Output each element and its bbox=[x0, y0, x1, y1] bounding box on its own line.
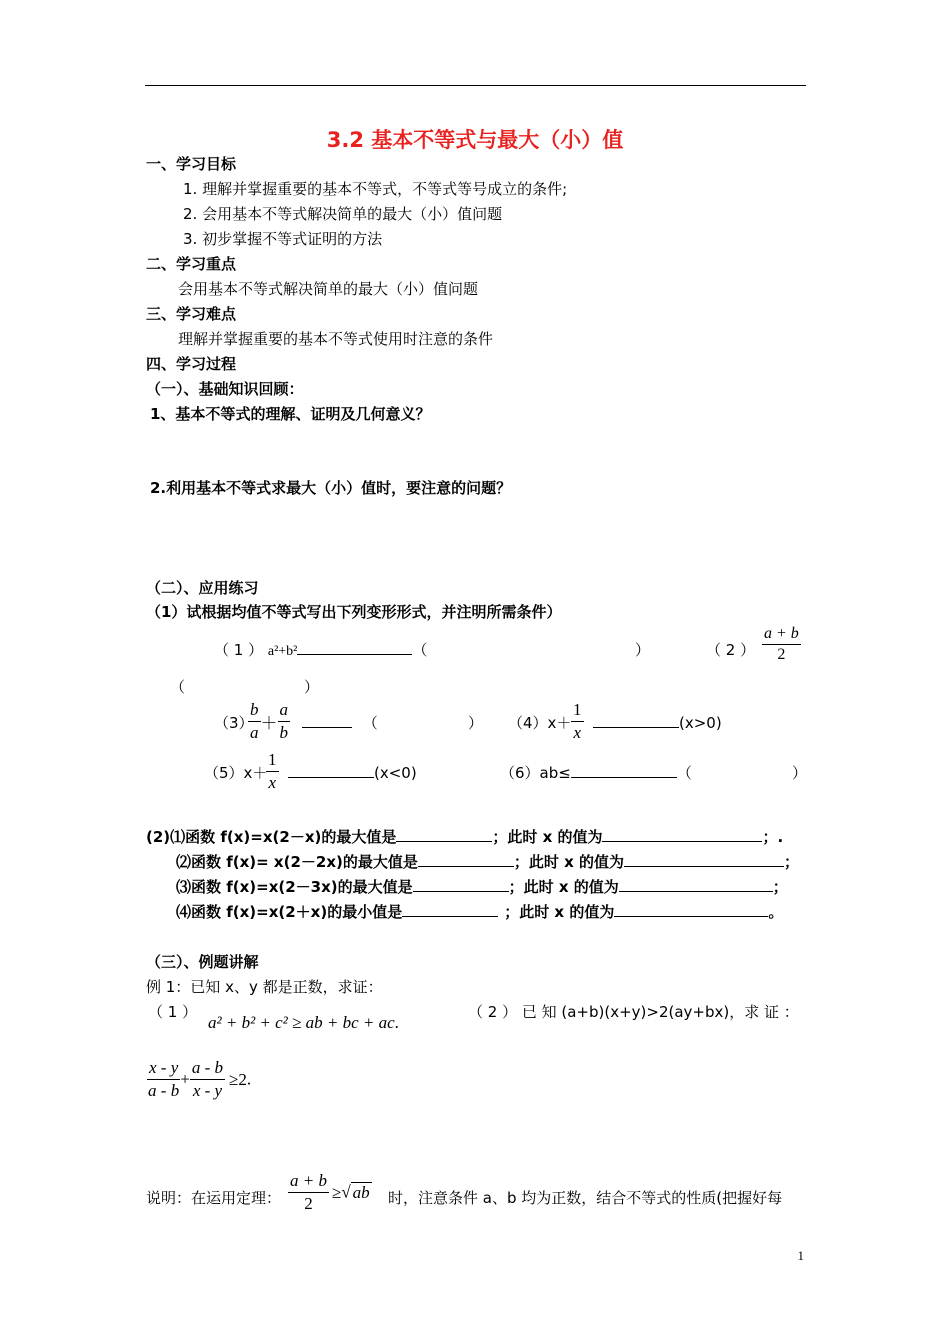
example-1-part-2-text: （ 2 ） 已 知 (a+b)(x+y)>2(ay+bx)，求 证 ： bbox=[468, 1003, 799, 1021]
example-frac2-den: x - y bbox=[192, 1081, 223, 1100]
note-prefix: 说明：在运用定理： bbox=[146, 1189, 282, 1207]
note-suffix: 时，注意条件 a、b 均为正数，结合不等式的性质(把握好每 bbox=[388, 1189, 783, 1207]
q2-line-1-blank-1[interactable] bbox=[396, 826, 492, 842]
note-frac-num: a + b bbox=[288, 1171, 329, 1193]
note-frac-den: 2 bbox=[304, 1194, 313, 1213]
q2-line-2-blank-2[interactable] bbox=[624, 851, 784, 867]
example-1-part-2-expr: $\frac{x - y}{a - b}$ + $\frac{a - b}{x - y}$ ≥2. bbox=[148, 1058, 252, 1100]
example-ge-two: ≥2 bbox=[229, 1069, 247, 1089]
section-goals-heading: 一、学习目标 bbox=[146, 155, 237, 173]
exercise-1-label: （ 1 ） bbox=[214, 641, 264, 659]
exercise-6-paren-close: ） bbox=[792, 764, 808, 782]
example-frac1-num: x - y bbox=[147, 1058, 180, 1080]
section-difficulty-heading: 三、学习难点 bbox=[146, 305, 237, 323]
q2-line-2: ⑵函数 f(x)= x(2－2x)的最大值是 ；此时 x 的值为 ； bbox=[176, 853, 800, 871]
exercise-6: （6）ab≤ （ bbox=[500, 764, 692, 782]
section-process-heading: 四、学习过程 bbox=[146, 355, 237, 373]
exercise-5-fraction bbox=[266, 750, 279, 793]
exercise-2-denominator: 2 bbox=[777, 646, 786, 663]
exercise-5-num: 1 bbox=[266, 750, 279, 772]
q2-line-2-blank-1[interactable] bbox=[418, 851, 514, 867]
exercise-3-blank[interactable] bbox=[302, 712, 352, 728]
exercise-4-answer bbox=[593, 712, 722, 732]
exercise-5-condition: (x<0) bbox=[374, 764, 417, 782]
exercise-3-label: （3） bbox=[214, 714, 254, 732]
section-focus-text: 会用基本不等式解决简单的最大（小）值问题 bbox=[178, 280, 479, 298]
exercise-5-answer bbox=[288, 762, 417, 782]
note-ge: ≥ bbox=[331, 1182, 342, 1202]
q2-line-4-blank-1[interactable] bbox=[402, 901, 498, 917]
exercise-5-den: x bbox=[268, 773, 277, 792]
exercise-5-label: （5）x＋ bbox=[204, 764, 268, 782]
exercise-2-label: （ 2 ） bbox=[706, 641, 756, 659]
exercise-2-fraction bbox=[762, 625, 801, 664]
exercise-4-den: x bbox=[573, 723, 582, 742]
example-1-part-1-expr: a² + b² + c² ≥ ab + bc + ac. bbox=[208, 1013, 399, 1032]
note-sqrt: ab bbox=[352, 1183, 370, 1202]
exercise-2-paren-open: （ bbox=[170, 678, 186, 696]
example-frac1-den: a - b bbox=[148, 1081, 180, 1100]
example-frac2-num: a - b bbox=[190, 1058, 225, 1080]
q2-line-1: (2)⑴函数 f(x)=x(2－x)的最大值是 ；此时 x 的值为 ；. bbox=[146, 828, 784, 846]
page-number: 1 bbox=[797, 1248, 804, 1263]
example-1-part-1-label: （ 1 ） bbox=[148, 1003, 198, 1021]
section-difficulty-text: 理解并掌握重要的基本不等式使用时注意的条件 bbox=[178, 330, 494, 348]
exercise-3-frac2-den: b bbox=[279, 723, 288, 742]
exercise-3-frac1-den: a bbox=[250, 723, 259, 742]
goal-item-1: 1. 理解并掌握重要的基本不等式，不等式等号成立的条件; bbox=[183, 180, 568, 198]
part1-heading: （一）、基础知识回顾： bbox=[146, 380, 304, 398]
q2-line-3-blank-2[interactable] bbox=[619, 876, 773, 892]
q2-line-1-blank-2[interactable] bbox=[602, 826, 762, 842]
q2-line-4-blank-2[interactable] bbox=[614, 901, 768, 917]
q2-line-3: ⑶函数 f(x)=x(2－3x)的最大值是 ；此时 x 的值为 ； bbox=[176, 878, 788, 896]
part2-question-1: （1）试根据均值不等式写出下列变形形式，并注明所需条件） bbox=[146, 603, 562, 621]
goal-item-3: 3. 初步掌握不等式证明的方法 bbox=[183, 230, 383, 248]
exercise-3-expr: $\frac{b}{a}$ ＋ $\frac{a}{b}$ bbox=[250, 700, 288, 742]
exercise-5-blank[interactable] bbox=[288, 762, 374, 778]
example-1-intro: 例 1：已知 x、y 都是正数，求证： bbox=[146, 978, 383, 996]
exercise-1-expr: a²+b² bbox=[267, 644, 298, 659]
part1-question-1: 1、基本不等式的理解、证明及几何意义？ bbox=[150, 405, 431, 423]
exercise-4-num: 1 bbox=[571, 700, 584, 722]
exercise-1-paren-close: ） bbox=[635, 641, 651, 659]
goal-item-2: 2. 会用基本不等式解决简单的最大（小）值问题 bbox=[183, 205, 503, 223]
note-formula: $\frac{a + b}{2}$ ≥√ ab bbox=[290, 1171, 370, 1213]
exercise-4-blank[interactable] bbox=[593, 712, 679, 728]
exercise-6-blank[interactable] bbox=[571, 762, 677, 778]
exercise-4-fraction bbox=[571, 700, 584, 743]
exercise-1-blank[interactable] bbox=[297, 639, 412, 655]
exercise-4-label: （4）x＋ bbox=[508, 714, 572, 732]
exercise-2-numerator: a + b bbox=[762, 625, 801, 645]
exercise-3-frac2-num: a bbox=[278, 700, 291, 722]
exercise-3-paren-close: ） bbox=[468, 714, 484, 732]
section-focus-heading: 二、学习重点 bbox=[146, 255, 237, 273]
header-rule bbox=[145, 85, 806, 86]
part3-heading: （三）、例题讲解 bbox=[146, 953, 259, 971]
exercise-3-frac1-num: b bbox=[248, 700, 261, 722]
exercise-3-answer: （ bbox=[302, 712, 378, 733]
exercise-2-paren-close: ） bbox=[304, 678, 320, 696]
exercise-6-label: （6）ab≤ bbox=[500, 764, 571, 782]
part2-heading: （二）、应用练习 bbox=[146, 579, 259, 597]
q2-line-4: ⑷函数 f(x)=x(2＋x)的最小值是 ；此时 x 的值为 。 bbox=[176, 903, 784, 921]
exercise-1-paren-open: （ bbox=[412, 641, 428, 659]
q2-line-3-blank-1[interactable] bbox=[413, 876, 509, 892]
page-title: 3.2 基本不等式与最大（小）值 bbox=[326, 128, 624, 152]
exercise-4-condition: (x>0) bbox=[679, 714, 722, 732]
exercise-1 bbox=[214, 639, 427, 660]
part1-question-2: 2.利用基本不等式求最大（小）值时，要注意的问题？ bbox=[150, 479, 512, 497]
